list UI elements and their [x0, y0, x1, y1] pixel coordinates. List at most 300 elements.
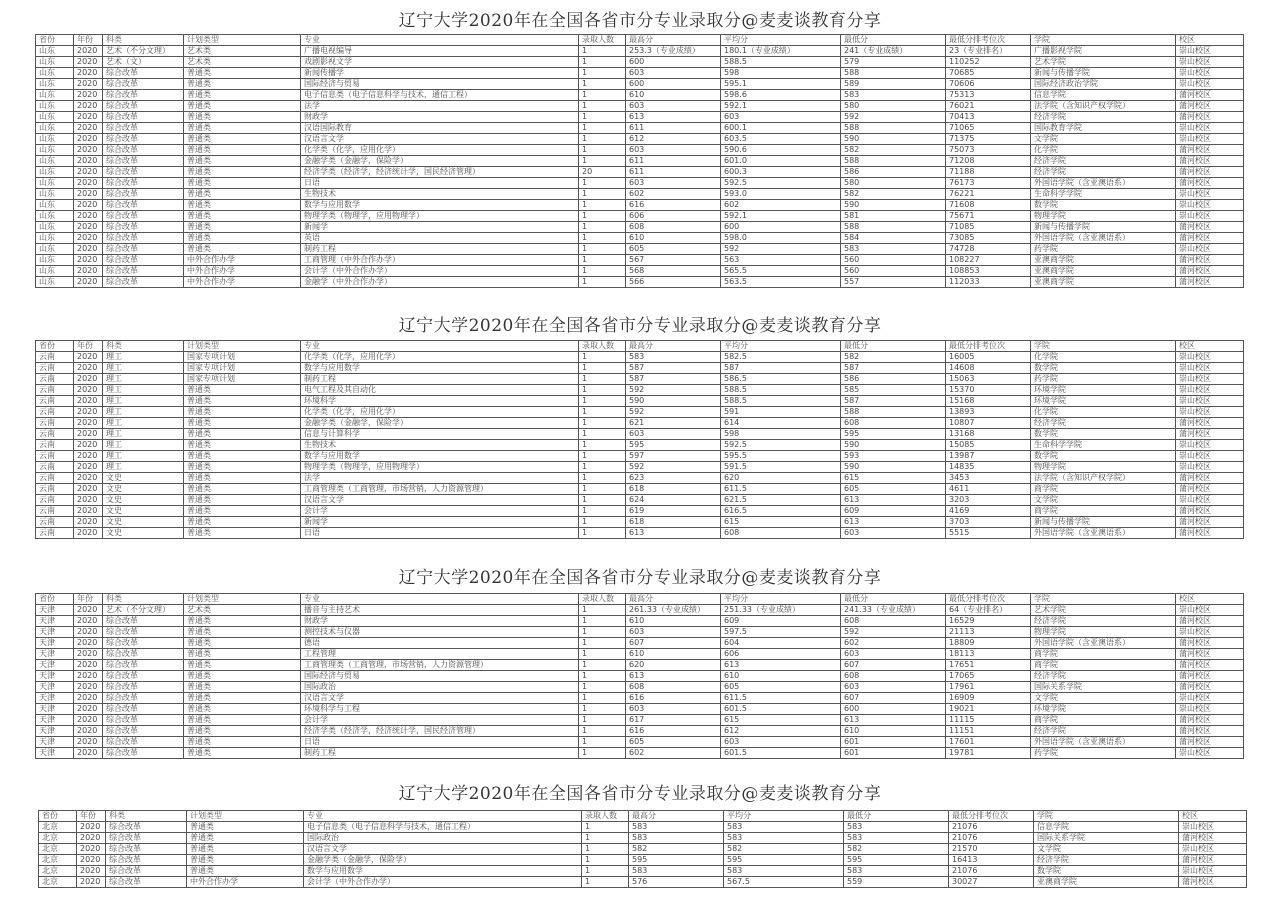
cell-max-score: 592 — [626, 462, 721, 473]
cell-category: 综合改革 — [103, 671, 184, 682]
cell-category: 艺术（文） — [103, 57, 184, 68]
cell-enroll-count: 1 — [579, 352, 626, 363]
cell-plan-type: 艺术类 — [184, 57, 301, 68]
table-row — [36, 374, 1244, 385]
cell-college: 艺术学院 — [1031, 57, 1176, 68]
table-row — [36, 407, 1244, 418]
cell-year: 2020 — [74, 660, 103, 671]
cell-province: 山东 — [36, 244, 74, 255]
cell-campus: 蒲河校区 — [1176, 178, 1244, 189]
cell-campus: 崇山校区 — [1176, 440, 1244, 451]
cell-college: 数学院 — [1031, 451, 1176, 462]
cell-avg-score: 611.5 — [721, 484, 841, 495]
cell-year: 2020 — [74, 79, 103, 90]
cell-year: 2020 — [74, 605, 103, 616]
cell-plan-type: 普通类 — [184, 638, 301, 649]
cell-college: 环境学院 — [1031, 396, 1176, 407]
cell-category: 文史 — [103, 528, 184, 539]
cell-campus: 蒲河校区 — [1176, 266, 1244, 277]
cell-plan-type: 艺术类 — [184, 46, 301, 57]
cell-major: 工程管理 — [301, 649, 579, 660]
cell-enroll-count: 1 — [579, 68, 626, 79]
cell-year: 2020 — [74, 451, 103, 462]
cell-major: 经济学类（经济学，经济统计学，国民经济管理） — [301, 167, 579, 178]
cell-year: 2020 — [74, 495, 103, 506]
cell-min-rank: 75073 — [946, 145, 1031, 156]
cell-min-score: 592 — [841, 112, 946, 123]
cell-campus: 蒲河校区 — [1176, 145, 1244, 156]
column-header-campus: 校区 — [1176, 594, 1244, 605]
cell-max-score: 602 — [626, 189, 721, 200]
cell-college: 文学院 — [1031, 134, 1176, 145]
cell-avg-score: 615 — [721, 715, 841, 726]
cell-avg-score: 588.5 — [721, 385, 841, 396]
cell-campus: 蒲河校区 — [1176, 726, 1244, 737]
cell-avg-score: 621.5 — [721, 495, 841, 506]
cell-enroll-count: 1 — [579, 418, 626, 429]
cell-min-score: 557 — [841, 277, 946, 288]
cell-province: 云南 — [36, 495, 74, 506]
cell-min-rank: 16909 — [946, 693, 1031, 704]
cell-campus: 蒲河校区 — [1176, 649, 1244, 660]
cell-min-rank: 4611 — [946, 484, 1031, 495]
cell-major: 信息与计算科学 — [301, 429, 579, 440]
cell-max-score: 603 — [626, 178, 721, 189]
table-row — [36, 451, 1244, 462]
cell-major: 电子信息类（电子信息科学与技术，通信工程） — [301, 90, 579, 101]
cell-avg-score: 615 — [721, 517, 841, 528]
table-row — [39, 822, 1247, 833]
cell-max-score: 620 — [626, 660, 721, 671]
cell-avg-score: 612 — [721, 726, 841, 737]
cell-category: 综合改革 — [103, 737, 184, 748]
table-row — [36, 484, 1244, 495]
cell-campus: 崇山校区 — [1176, 352, 1244, 363]
cell-plan-type: 普通类 — [184, 211, 301, 222]
cell-province: 山东 — [36, 167, 74, 178]
cell-max-score: 592 — [626, 407, 721, 418]
cell-max-score: 613 — [626, 671, 721, 682]
cell-campus: 蒲河校区 — [1176, 737, 1244, 748]
cell-enroll-count: 1 — [579, 726, 626, 737]
cell-enroll-count: 1 — [579, 178, 626, 189]
cell-max-score: 600 — [626, 57, 721, 68]
cell-max-score: 253.3（专业成绩） — [626, 46, 721, 57]
cell-campus: 崇山校区 — [1176, 211, 1244, 222]
cell-category: 综合改革 — [106, 866, 187, 877]
column-header-enroll-count: 录取人数 — [582, 811, 629, 822]
cell-max-score: 616 — [626, 693, 721, 704]
cell-min-rank: 17065 — [946, 671, 1031, 682]
cell-min-rank: 16529 — [946, 616, 1031, 627]
cell-province: 山东 — [36, 156, 74, 167]
cell-min-rank: 71608 — [946, 200, 1031, 211]
cell-min-score: 595 — [841, 429, 946, 440]
cell-max-score: 608 — [626, 222, 721, 233]
table-row — [36, 473, 1244, 484]
cell-campus: 蒲河校区 — [1176, 484, 1244, 495]
cell-avg-score: 603 — [721, 112, 841, 123]
cell-province: 北京 — [39, 822, 77, 833]
cell-category: 理工 — [103, 407, 184, 418]
table-row — [36, 178, 1244, 189]
cell-campus: 崇山校区 — [1176, 374, 1244, 385]
cell-enroll-count: 1 — [579, 266, 626, 277]
cell-avg-score: 609 — [721, 616, 841, 627]
cell-campus: 崇山校区 — [1176, 79, 1244, 90]
cell-avg-score: 603.5 — [721, 134, 841, 145]
column-header-year: 年份 — [74, 594, 103, 605]
cell-enroll-count: 1 — [579, 407, 626, 418]
cell-province: 北京 — [39, 877, 77, 888]
cell-year: 2020 — [74, 671, 103, 682]
cell-major: 汉语言文学 — [301, 693, 579, 704]
cell-campus: 崇山校区 — [1176, 244, 1244, 255]
cell-major: 汉语国际教育 — [301, 123, 579, 134]
table-row — [36, 222, 1244, 233]
cell-province: 云南 — [36, 440, 74, 451]
cell-min-rank: 15370 — [946, 385, 1031, 396]
cell-college: 生命科学学院 — [1031, 440, 1176, 451]
cell-enroll-count: 1 — [579, 90, 626, 101]
cell-major: 新闻学 — [301, 222, 579, 233]
table-header-row — [39, 811, 1247, 822]
table-row — [36, 244, 1244, 255]
cell-province: 天津 — [36, 616, 74, 627]
table-row — [36, 429, 1244, 440]
cell-province: 山东 — [36, 277, 74, 288]
cell-min-score: 608 — [841, 418, 946, 429]
cell-plan-type: 普通类 — [184, 178, 301, 189]
cell-max-score: 583 — [629, 866, 724, 877]
cell-category: 综合改革 — [103, 277, 184, 288]
table-row — [36, 671, 1244, 682]
cell-year: 2020 — [74, 178, 103, 189]
cell-enroll-count: 1 — [579, 222, 626, 233]
cell-avg-score: 595.1 — [721, 79, 841, 90]
cell-min-rank: 74728 — [946, 244, 1031, 255]
cell-major: 金融学类（金融学，保险学） — [304, 855, 582, 866]
cell-min-score: 613 — [841, 715, 946, 726]
column-header-year: 年份 — [74, 341, 103, 352]
cell-college: 商学院 — [1031, 660, 1176, 671]
cell-enroll-count: 1 — [579, 715, 626, 726]
cell-campus: 崇山校区 — [1176, 123, 1244, 134]
cell-enroll-count: 1 — [579, 385, 626, 396]
cell-category: 综合改革 — [103, 616, 184, 627]
table-row — [36, 233, 1244, 244]
table-row — [36, 649, 1244, 660]
cell-major: 数学与应用数学 — [301, 363, 579, 374]
cell-campus: 蒲河校区 — [1176, 638, 1244, 649]
table-row — [36, 352, 1244, 363]
cell-min-score: 241.33（专业成绩） — [841, 605, 946, 616]
cell-min-rank: 16413 — [949, 855, 1034, 866]
cell-college: 亚澳商学院 — [1031, 266, 1176, 277]
cell-college: 数学院 — [1031, 429, 1176, 440]
cell-max-score: 611 — [626, 123, 721, 134]
cell-province: 云南 — [36, 418, 74, 429]
cell-college: 新闻与传播学院 — [1031, 222, 1176, 233]
cell-min-score: 588 — [841, 156, 946, 167]
cell-major: 会计学 — [301, 715, 579, 726]
cell-min-score: 584 — [841, 233, 946, 244]
cell-campus: 蒲河校区 — [1176, 255, 1244, 266]
cell-major: 法学 — [301, 101, 579, 112]
cell-year: 2020 — [74, 627, 103, 638]
cell-category: 综合改革 — [103, 726, 184, 737]
cell-enroll-count: 1 — [579, 112, 626, 123]
cell-year: 2020 — [74, 211, 103, 222]
cell-category: 综合改革 — [103, 233, 184, 244]
cell-avg-score: 605 — [721, 682, 841, 693]
column-header-min-rank: 最低分排考位次 — [946, 35, 1031, 46]
cell-max-score: 605 — [626, 244, 721, 255]
cell-category: 综合改革 — [106, 844, 187, 855]
cell-enroll-count: 1 — [582, 877, 629, 888]
cell-plan-type: 普通类 — [184, 418, 301, 429]
cell-province: 山东 — [36, 134, 74, 145]
cell-min-score: 609 — [841, 506, 946, 517]
cell-plan-type: 普通类 — [184, 79, 301, 90]
cell-plan-type: 普通类 — [184, 682, 301, 693]
cell-max-score: 583 — [629, 833, 724, 844]
table-row — [39, 866, 1247, 877]
cell-plan-type: 普通类 — [184, 200, 301, 211]
cell-category: 理工 — [103, 429, 184, 440]
section-title: 辽宁大学2020年在全国各省市分专业录取分@麦麦谈教育分享 — [398, 11, 882, 31]
cell-college: 数学院 — [1031, 200, 1176, 211]
column-header-province: 省份 — [36, 594, 74, 605]
cell-major: 经济学类（经济学，经济统计学，国民经济管理） — [301, 726, 579, 737]
cell-min-score: 603 — [841, 528, 946, 539]
table-row — [36, 748, 1244, 759]
cell-max-score: 605 — [626, 737, 721, 748]
cell-category: 综合改革 — [103, 649, 184, 660]
cell-province: 云南 — [36, 396, 74, 407]
cell-max-score: 590 — [626, 396, 721, 407]
cell-major: 制药工程 — [301, 374, 579, 385]
cell-category: 综合改革 — [103, 90, 184, 101]
cell-min-rank: 10807 — [946, 418, 1031, 429]
cell-college: 药学院 — [1031, 244, 1176, 255]
cell-max-score: 618 — [626, 517, 721, 528]
cell-province: 天津 — [36, 726, 74, 737]
cell-college: 国际经济政治学院 — [1031, 79, 1176, 90]
cell-year: 2020 — [74, 506, 103, 517]
cell-plan-type: 中外合作办学 — [184, 255, 301, 266]
cell-year: 2020 — [74, 737, 103, 748]
cell-min-score: 582 — [844, 844, 949, 855]
cell-year: 2020 — [77, 822, 106, 833]
table-row — [36, 363, 1244, 374]
column-header-province: 省份 — [39, 811, 77, 822]
cell-college: 物理学院 — [1031, 462, 1176, 473]
cell-province: 天津 — [36, 682, 74, 693]
table-header-row — [36, 594, 1244, 605]
cell-avg-score: 592.1 — [721, 211, 841, 222]
table-row — [39, 833, 1247, 844]
cell-major: 生物技术 — [301, 440, 579, 451]
table-row — [36, 517, 1244, 528]
cell-plan-type: 普通类 — [184, 748, 301, 759]
cell-plan-type: 普通类 — [184, 660, 301, 671]
cell-max-score: 587 — [626, 374, 721, 385]
cell-max-score: 576 — [629, 877, 724, 888]
cell-campus: 崇山校区 — [1176, 200, 1244, 211]
cell-campus: 蒲河校区 — [1176, 167, 1244, 178]
cell-major: 会计学（中外合作办学） — [301, 266, 579, 277]
table-row — [36, 266, 1244, 277]
column-header-plan-type: 计划类型 — [184, 341, 301, 352]
cell-min-rank: 18113 — [946, 649, 1031, 660]
cell-min-score: 607 — [841, 693, 946, 704]
cell-plan-type: 普通类 — [187, 855, 304, 866]
cell-major: 工商管理类（工商管理，市场营销，人力资源管理） — [301, 660, 579, 671]
column-header-enroll-count: 录取人数 — [579, 35, 626, 46]
cell-major: 会计学 — [301, 506, 579, 517]
cell-plan-type: 国家专项计划 — [184, 363, 301, 374]
cell-campus: 崇山校区 — [1176, 57, 1244, 68]
cell-college: 文学院 — [1031, 693, 1176, 704]
column-header-college: 学院 — [1031, 341, 1176, 352]
cell-year: 2020 — [74, 638, 103, 649]
cell-min-score: 560 — [841, 266, 946, 277]
cell-college: 经济学院 — [1031, 616, 1176, 627]
column-header-min-score: 最低分 — [841, 341, 946, 352]
cell-max-score: 619 — [626, 506, 721, 517]
cell-enroll-count: 1 — [579, 649, 626, 660]
cell-enroll-count: 1 — [579, 506, 626, 517]
cell-category: 理工 — [103, 451, 184, 462]
table-row — [36, 418, 1244, 429]
cell-enroll-count: 1 — [579, 484, 626, 495]
table-row — [36, 704, 1244, 715]
cell-max-score: 603 — [626, 101, 721, 112]
cell-campus: 蒲河校区 — [1176, 233, 1244, 244]
cell-campus: 崇山校区 — [1176, 385, 1244, 396]
cell-avg-score: 592 — [721, 244, 841, 255]
cell-avg-score: 598.6 — [721, 90, 841, 101]
cell-province: 山东 — [36, 68, 74, 79]
cell-major: 英语 — [301, 233, 579, 244]
cell-province: 山东 — [36, 123, 74, 134]
cell-min-rank: 71375 — [946, 134, 1031, 145]
cell-avg-score: 602 — [721, 200, 841, 211]
cell-college: 环境学院 — [1031, 704, 1176, 715]
cell-campus: 崇山校区 — [1176, 407, 1244, 418]
table-row — [36, 396, 1244, 407]
cell-province: 云南 — [36, 352, 74, 363]
cell-province: 云南 — [36, 528, 74, 539]
cell-year: 2020 — [74, 90, 103, 101]
cell-college: 商学院 — [1031, 506, 1176, 517]
cell-min-score: 602 — [841, 638, 946, 649]
cell-max-score: 566 — [626, 277, 721, 288]
cell-enroll-count: 1 — [579, 363, 626, 374]
cell-college: 数学院 — [1034, 866, 1179, 877]
cell-college: 环境学院 — [1031, 385, 1176, 396]
cell-category: 综合改革 — [103, 178, 184, 189]
cell-category: 综合改革 — [106, 833, 187, 844]
cell-campus: 崇山校区 — [1176, 363, 1244, 374]
cell-year: 2020 — [74, 715, 103, 726]
cell-min-score: 581 — [841, 211, 946, 222]
cell-category: 理工 — [103, 352, 184, 363]
cell-plan-type: 中外合作办学 — [184, 277, 301, 288]
cell-year: 2020 — [74, 57, 103, 68]
cell-plan-type: 普通类 — [184, 627, 301, 638]
cell-max-score: 613 — [626, 528, 721, 539]
cell-campus: 崇山校区 — [1176, 693, 1244, 704]
cell-major: 金融学类（金融学，保险学） — [301, 156, 579, 167]
cell-province: 山东 — [36, 222, 74, 233]
admission-table-shandong — [35, 34, 1244, 288]
cell-category: 综合改革 — [103, 266, 184, 277]
column-header-min-score: 最低分 — [841, 594, 946, 605]
cell-major: 汉语言文学 — [301, 134, 579, 145]
cell-category: 综合改革 — [103, 627, 184, 638]
table-row — [36, 682, 1244, 693]
column-header-avg-score: 平均分 — [721, 341, 841, 352]
cell-college: 亚澳商学院 — [1031, 255, 1176, 266]
cell-major: 数学与应用数学 — [301, 451, 579, 462]
cell-max-score: 603 — [626, 704, 721, 715]
cell-campus: 崇山校区 — [1176, 704, 1244, 715]
cell-min-rank: 23（专业排名） — [946, 46, 1031, 57]
table-row — [36, 112, 1244, 123]
cell-college: 外国语学院（含亚澳语系） — [1031, 737, 1176, 748]
cell-plan-type: 普通类 — [187, 822, 304, 833]
cell-year: 2020 — [74, 352, 103, 363]
cell-max-score: 597 — [626, 451, 721, 462]
cell-min-rank: 73085 — [946, 233, 1031, 244]
cell-min-rank: 16005 — [946, 352, 1031, 363]
cell-max-score: 606 — [626, 211, 721, 222]
cell-campus: 崇山校区 — [1179, 866, 1247, 877]
cell-plan-type: 普通类 — [184, 440, 301, 451]
cell-province: 天津 — [36, 671, 74, 682]
cell-campus: 蒲河校区 — [1176, 682, 1244, 693]
cell-college: 化学院 — [1031, 407, 1176, 418]
cell-college: 文学院 — [1031, 495, 1176, 506]
cell-avg-score: 598.0 — [721, 233, 841, 244]
cell-min-rank: 17961 — [946, 682, 1031, 693]
cell-max-score: 603 — [626, 627, 721, 638]
cell-province: 山东 — [36, 46, 74, 57]
cell-max-score: 607 — [626, 638, 721, 649]
cell-avg-score: 592.5 — [721, 178, 841, 189]
cell-major: 物理学类（物理学，应用物理学） — [301, 211, 579, 222]
cell-enroll-count: 1 — [582, 822, 629, 833]
cell-college: 外国语学院（含亚澳语系） — [1031, 233, 1176, 244]
cell-major: 物理学类（物理学，应用物理学） — [301, 462, 579, 473]
cell-avg-score: 613 — [721, 660, 841, 671]
cell-province: 北京 — [39, 866, 77, 877]
cell-province: 山东 — [36, 112, 74, 123]
cell-plan-type: 普通类 — [184, 517, 301, 528]
cell-major: 国际政治 — [304, 833, 582, 844]
cell-major: 财政学 — [301, 616, 579, 627]
cell-year: 2020 — [74, 418, 103, 429]
cell-enroll-count: 20 — [579, 167, 626, 178]
cell-avg-score: 604 — [721, 638, 841, 649]
table-row — [36, 90, 1244, 101]
cell-major: 环境科学与工程 — [301, 704, 579, 715]
cell-college: 经济学院 — [1034, 855, 1179, 866]
cell-min-score: 600 — [841, 704, 946, 715]
cell-category: 综合改革 — [103, 79, 184, 90]
